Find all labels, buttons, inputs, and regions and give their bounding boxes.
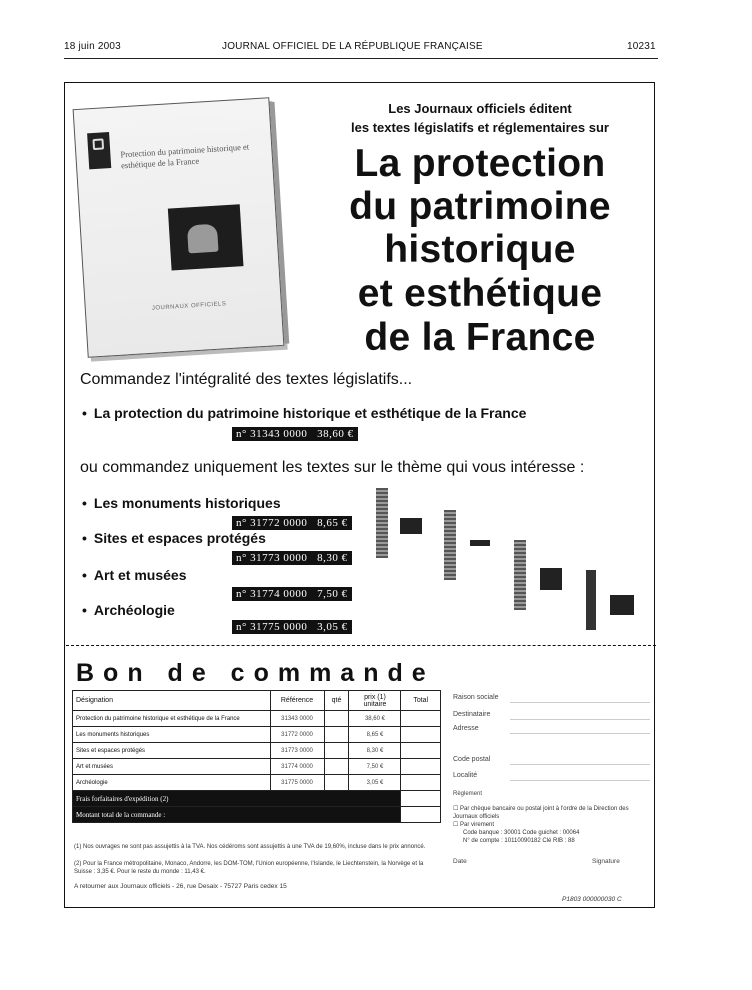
booklet-cover-4 [610, 595, 634, 615]
intro-line-2: les textes législatifs et réglementaires sur [351, 120, 609, 135]
col-total: Total [401, 691, 441, 711]
theme-code-badge-art: n° 31774 0000 7,50 € [232, 587, 352, 601]
main-item: • La protection du patrimoine historique et esthétique de la France [82, 405, 527, 421]
header-date: 18 juin 2003 [64, 41, 121, 52]
booklet-spine-4 [586, 570, 596, 630]
destinataire-field[interactable] [510, 719, 650, 720]
theme-code-badge-sites: n° 31773 0000 8,30 € [232, 551, 352, 565]
theme-item-art: • Art et musées [82, 567, 187, 583]
return-address: A retourner aux Journaux officiels - 26, rue Desaix - 75727 Paris cedex 15 [74, 883, 287, 890]
booklet-spine-3 [514, 540, 526, 610]
publisher-logo-icon [87, 132, 111, 169]
table-row: Protection du patrimoine historique et esthétique de la France 31343 0000 38,60 € [73, 711, 441, 727]
order-form-title: Bon de commande [76, 659, 435, 687]
account-number-text: N° de compte : 10110090182 Clé RIB : 88 [463, 838, 575, 844]
main-item-label: La protection du patrimoine historique et esthétique de la France [93, 405, 527, 421]
book-cover-publisher: JOURNAUX OFFICIELS [151, 301, 227, 312]
header-journal: JOURNAL OFFICIEL DE LA RÉPUBLIQUE FRANÇAISE [222, 41, 483, 52]
quantity-cell[interactable] [324, 711, 349, 727]
theme-item-sites: • Sites et espaces protégés [82, 530, 266, 546]
table-row: Les monuments historiques 31772 0000 8,65 € [73, 727, 441, 743]
header-page-number: 10231 [627, 41, 656, 52]
quantity-cell[interactable] [324, 727, 349, 743]
table-row: Sites et espaces protégés 31773 0000 8,30 € [73, 743, 441, 759]
destinataire-label: Destinataire [453, 711, 491, 718]
order-theme-text: ou commandez uniquement les textes sur le thème qui vous intéresse : [80, 459, 585, 476]
theme-code-badge-archeologie: n° 31775 0000 3,05 € [232, 620, 352, 634]
cut-line [66, 645, 656, 646]
order-all-text: Commandez l'intégralité des textes législatifs... [80, 371, 413, 388]
payment-transfer-option[interactable]: ☐ Par virement [453, 822, 495, 828]
booklet-spine-1 [376, 488, 388, 558]
booklet-cover-1 [400, 518, 422, 534]
grand-total-label: Montant total de la commande : [73, 807, 401, 823]
col-designation: Désignation [73, 691, 271, 711]
localite-field[interactable] [510, 780, 650, 781]
headline-line-3: historique [384, 228, 576, 271]
intro-line-1: Les Journaux officiels éditent [388, 101, 572, 116]
footnote-2: (2) Pour la France métropolitaine, Monaco, Andorre, les DOM-TOM, l'Union européenne, l'Islande, le Liechtenstein, la Norvège et la Suisse : 3,35 €. Pour le reste du monde : 11,43 €. [74, 861, 424, 875]
booklet-cover-2 [470, 540, 490, 546]
main-item-code-badge: n° 31343 0000 38,60 € [232, 427, 358, 441]
grand-total-row [73, 807, 441, 823]
total-cell[interactable] [401, 759, 441, 775]
adresse-label: Adresse [453, 725, 479, 732]
total-cell[interactable] [401, 727, 441, 743]
table-row: Art et musées 31774 0000 7,50 € [73, 759, 441, 775]
book-cover-photo [168, 204, 244, 270]
table-row: Archéologie 31775 0000 3,05 € [73, 775, 441, 791]
booklet-cover-3 [540, 568, 562, 590]
headline-line-5: de la France [364, 316, 596, 359]
quantity-cell[interactable] [324, 743, 349, 759]
total-cell[interactable] [401, 743, 441, 759]
shipping-row [73, 791, 441, 807]
col-unit-price: prix (1) unitaire [349, 691, 401, 711]
col-quantity: qté [324, 691, 349, 711]
localite-label: Localité [453, 772, 478, 779]
book-cover-image [73, 97, 285, 358]
booklet-spine-2 [444, 510, 456, 580]
raison-sociale-field[interactable] [510, 702, 650, 703]
raison-sociale-label: Raison sociale [453, 694, 499, 701]
payment-cheque-option[interactable]: ☐ Par chèque bancaire ou postal joint à l'ordre de la Direction des Journaux officiels [453, 806, 629, 820]
shipping-label: Frais forfaitaires d'expédition (2) [73, 791, 401, 807]
code-postal-field[interactable] [510, 764, 650, 765]
col-reference: Référence [270, 691, 324, 711]
reglement-label: Règlement [453, 791, 483, 797]
grand-total-cell[interactable] [401, 807, 441, 823]
date-label: Date [453, 858, 467, 865]
document-reference-code: P1803 000000030 C [562, 896, 622, 903]
headline-line-1: La protection [354, 142, 606, 185]
theme-item-monuments: • Les monuments historiques [82, 495, 281, 511]
shipping-total-cell[interactable] [401, 791, 441, 807]
signature-label: Signature [592, 858, 620, 865]
theme-code-badge-monuments: n° 31772 0000 8,65 € [232, 516, 352, 530]
adresse-field[interactable] [510, 733, 650, 734]
headline-line-2: du patrimoine [349, 185, 611, 228]
quantity-cell[interactable] [324, 759, 349, 775]
order-table [72, 690, 441, 823]
quantity-cell[interactable] [324, 775, 349, 791]
headline-line-4: et esthétique [357, 272, 603, 315]
code-postal-label: Code postal [453, 756, 491, 763]
book-cover-title: Protection du patrimoine historique et esthétique de la France [120, 141, 250, 171]
total-cell[interactable] [401, 711, 441, 727]
bank-code-text: Code banque : 30001 Code guichet : 00064 [463, 830, 580, 836]
header-rule [64, 58, 658, 59]
theme-item-archeologie: • Archéologie [82, 602, 175, 618]
total-cell[interactable] [401, 775, 441, 791]
footnote-1: (1) Nos ouvrages ne sont pas assujettis à la TVA. Nos cédéroms sont assujettis à une TVA de 19,60%, incluse dans le prix annoncé. [74, 844, 426, 850]
